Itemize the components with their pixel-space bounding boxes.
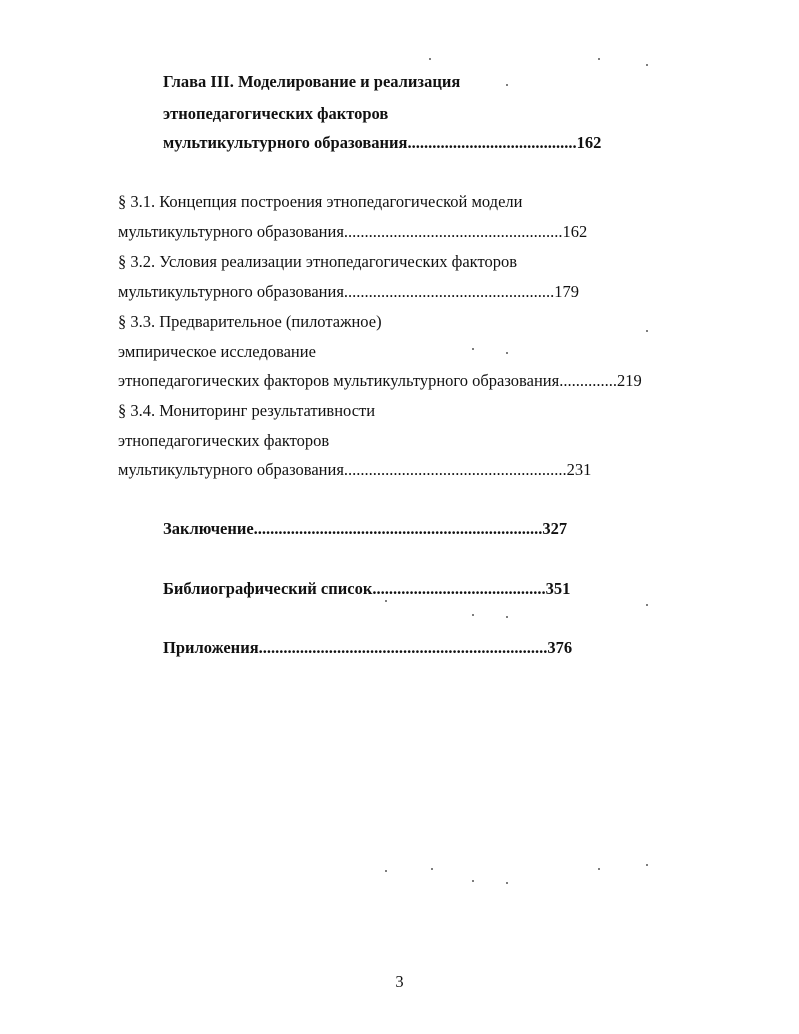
- section-3-2-line-2: мультикультурного образования...................................................179: [118, 282, 580, 301]
- chapter-title-line-3: мультикультурного образования.........................................162: [163, 133, 602, 152]
- scan-speck: [385, 600, 387, 602]
- page-number: 3: [395, 972, 404, 991]
- scan-speck: [431, 868, 433, 870]
- section-3-2-line-1: § 3.2. Условия реализации этнопедагогических факторов: [118, 252, 518, 271]
- section-3-1-line-2: мультикультурного образования.....................................................162: [118, 222, 588, 241]
- section-3-1-line-1: § 3.1. Концепция построения этнопедагогической модели: [118, 192, 523, 211]
- scan-speck: [646, 330, 648, 332]
- scan-speck: [472, 614, 474, 616]
- scan-speck: [506, 882, 508, 884]
- chapter-title-line-1: Глава III. Моделирование и реализация: [163, 72, 461, 91]
- scan-speck: [598, 868, 600, 870]
- scan-speck: [429, 58, 431, 60]
- scan-speck: [506, 84, 508, 86]
- scan-speck: [646, 604, 648, 606]
- section-3-4-line-3: мультикультурного образования......................................................231: [118, 460, 592, 479]
- scan-speck: [506, 352, 508, 354]
- scan-speck: [646, 64, 648, 66]
- section-3-3-line-1: § 3.3. Предварительное (пилотажное): [118, 312, 382, 331]
- section-3-3-line-2: эмпирическое исследование: [118, 342, 316, 361]
- scan-speck: [598, 58, 600, 60]
- appendices-entry: Приложения......................................................................376: [163, 638, 573, 657]
- chapter-title-line-2: этнопедагогических факторов: [163, 104, 389, 123]
- section-3-3-line-3: этнопедагогических факторов мультикультурного образования..............219: [118, 371, 642, 390]
- section-3-4-line-1: § 3.4. Мониторинг результативности: [118, 401, 376, 420]
- scan-speck: [646, 864, 648, 866]
- scan-speck: [506, 616, 508, 618]
- bibliography-entry: Библиографический список..........................................351: [163, 579, 571, 598]
- section-3-4-line-2: этнопедагогических факторов: [118, 431, 330, 450]
- scan-speck: [472, 880, 474, 882]
- conclusion-entry: Заключение......................................................................327: [163, 519, 568, 538]
- scan-speck: [472, 348, 474, 350]
- scan-speck: [385, 870, 387, 872]
